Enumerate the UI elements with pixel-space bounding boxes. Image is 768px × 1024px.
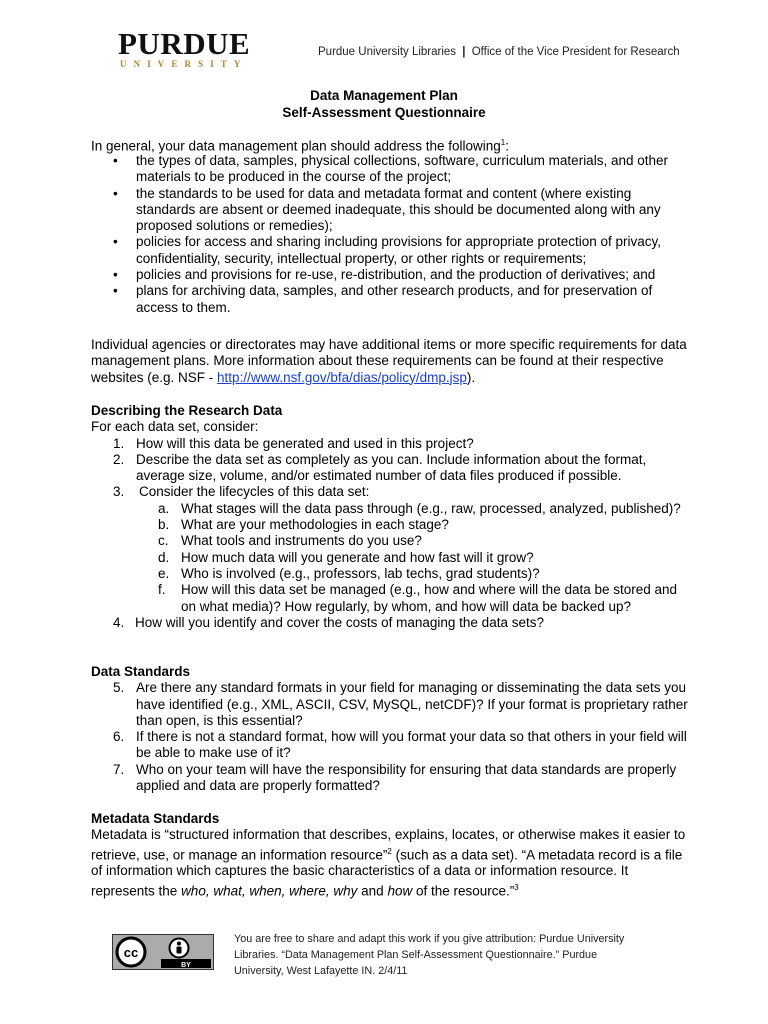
- question-number: 5.: [113, 680, 125, 696]
- research-data-section: [91, 403, 691, 631]
- question-number: 7.: [113, 761, 125, 777]
- question-text: If there is not a standard format, how will you format your data so that others in your field will be able to make use of it?: [136, 729, 687, 761]
- sub-question-item: [91, 517, 691, 533]
- cc-label: cc: [123, 945, 139, 960]
- metadata-paragraph: [91, 827, 691, 899]
- question-item: [91, 484, 691, 500]
- attribution-text: You are free to share and adapt this work if you give attribution: Purdue University Libraries. “Data Management Plan Self-Assessment Questionnaire.” Purdue University, West Lafayette IN. 2/4/11: [234, 933, 625, 977]
- purdue-logo-subtitle: UNIVERSITY: [120, 59, 248, 69]
- sub-question-text: What are your methodologies in each stage?: [181, 517, 449, 533]
- sub-question-letter: d.: [158, 549, 170, 565]
- sub-question-item: [91, 501, 691, 517]
- intro-text: In general, your data management plan should address the following: [91, 138, 501, 154]
- question-text: Are there any standard formats in your field for managing or disseminating the data sets you have identified (e.g., XML, ASCII, CSV, MySQL, netCDF)? If your format is proprietary rather than open, is this essential?: [136, 680, 688, 728]
- question-text: How will you identify and cover the costs of managing the data sets?: [135, 614, 544, 630]
- nsf-dmp-link[interactable]: http://www.nsf.gov/bfa/dias/policy/dmp.jsp: [217, 369, 467, 385]
- header-libraries: Purdue University Libraries: [318, 46, 457, 58]
- metadata-text-3: of the resource.”: [412, 883, 515, 899]
- purdue-logo-wordmark: PURDUE: [118, 26, 251, 61]
- question-number: 4.: [113, 614, 125, 630]
- metadata-text-1: Metadata is “structured information that describes, explains, locates, or otherwise makes it easier to retrieve, use, or manage an information resource”: [91, 827, 686, 863]
- question-item: [91, 436, 691, 452]
- header-office: Office of the Vice President for Research: [471, 46, 680, 58]
- question-text: Describe the data set as completely as you can. Include information about the format, average size, volume, and/or estimated number of data files produced if possible.: [136, 451, 647, 484]
- question-number: 1.: [113, 435, 125, 451]
- sub-question-item: [91, 533, 691, 549]
- question-item: [91, 452, 691, 485]
- requirements-list: [91, 153, 691, 316]
- data-standards-section: [91, 664, 691, 794]
- footnote-ref-3: 3: [514, 882, 519, 892]
- metadata-emphasis: who, what, when, where, why: [181, 883, 358, 899]
- sub-question-text: Who is involved (e.g., professors, lab techs, grad students)?: [181, 565, 540, 581]
- question-number: 3.: [113, 484, 125, 500]
- sub-question-text: What tools and instruments do you use?: [181, 533, 422, 549]
- question-item: [91, 615, 691, 631]
- metadata-section: [91, 811, 691, 899]
- agencies-text: Individual agencies or directorates may have additional items or more specific requirements for data management plans. More information about these requirements can be found at their respective websites (e.g. NSF -: [91, 337, 687, 385]
- title-line-2: Self-Assessment Questionnaire: [282, 105, 486, 120]
- sub-question-letter: a.: [158, 500, 170, 516]
- section-heading: Data Standards: [91, 664, 191, 679]
- cc-by-license-badge: [112, 934, 214, 970]
- list-item: • policies and provisions for re-use, re-distribution, and the production of derivatives; and: [91, 267, 691, 283]
- question-text: Consider the lifecycles of this data set:: [139, 484, 370, 500]
- section-heading: Metadata Standards: [91, 811, 220, 826]
- question-item: [91, 680, 691, 729]
- header-separator: |: [462, 46, 466, 58]
- question-number: 2.: [113, 451, 125, 467]
- sub-question-letter: b.: [158, 517, 170, 533]
- list-item: • the types of data, samples, physical collections, software, curriculum materials, and other materials to be produced in the course of the project;: [91, 153, 691, 186]
- header-affiliation: [318, 46, 680, 58]
- sub-question-item: [91, 566, 691, 582]
- sub-question-text: How much data will you generate and how fast will it grow?: [181, 549, 534, 565]
- sub-question-item: [91, 550, 691, 566]
- sub-question-item: [91, 582, 691, 615]
- metadata-text-2: (such as a data set). “A metadata record is a file of information which captures the basic characteristics of a data or information resource. It represents the: [91, 847, 683, 899]
- question-text: Who on your team will have the responsibility for ensuring that data standards are properly applied and data are properly formatted?: [136, 761, 677, 794]
- intro-colon: :: [505, 138, 509, 154]
- intro-paragraph: [91, 135, 691, 155]
- agencies-end: ).: [466, 369, 476, 385]
- list-item: • policies for access and sharing including provisions for appropriate protection of privacy, confidentiality, security, intellectual property, or other rights or requirements;: [91, 234, 691, 267]
- section-lead: For each data set, consider:: [91, 419, 259, 435]
- question-number: 6.: [113, 729, 125, 745]
- question-item: [91, 729, 691, 762]
- sub-question-text: What stages will the data pass through (e.g., raw, processed, analyzed, published)?: [181, 500, 681, 516]
- list-item: • plans for archiving data, samples, and other research products, and for preservation of access to them.: [91, 283, 691, 316]
- sub-question-letter: e.: [158, 565, 170, 581]
- sub-question-text: How will this data set be managed (e.g., how and where will the data be stored and on what media)? How regularly, by whom, and how will data be backed up?: [181, 582, 678, 614]
- agencies-paragraph: [91, 337, 691, 386]
- by-label: BY: [181, 962, 191, 969]
- question-item: [91, 762, 691, 795]
- question-text: How will this data be generated and used in this project?: [136, 435, 474, 451]
- title-line-1: Data Management Plan: [310, 88, 458, 103]
- section-heading: Describing the Research Data: [91, 403, 283, 418]
- footnote-ref-2: 2: [387, 846, 392, 856]
- list-item: • the standards to be used for data and metadata format and content (where existing standards are absent or deemed inadequate, this should be documented along with any proposed solutions or remedies);: [91, 186, 691, 235]
- sub-question-letter: f.: [158, 582, 166, 598]
- metadata-emphasis-how: how: [387, 883, 413, 899]
- metadata-and: and: [357, 883, 388, 899]
- footnote-ref-1: 1: [500, 138, 506, 147]
- sub-question-letter: c.: [158, 533, 169, 549]
- cc-by-icon: [113, 935, 213, 969]
- document-title: [0, 87, 768, 121]
